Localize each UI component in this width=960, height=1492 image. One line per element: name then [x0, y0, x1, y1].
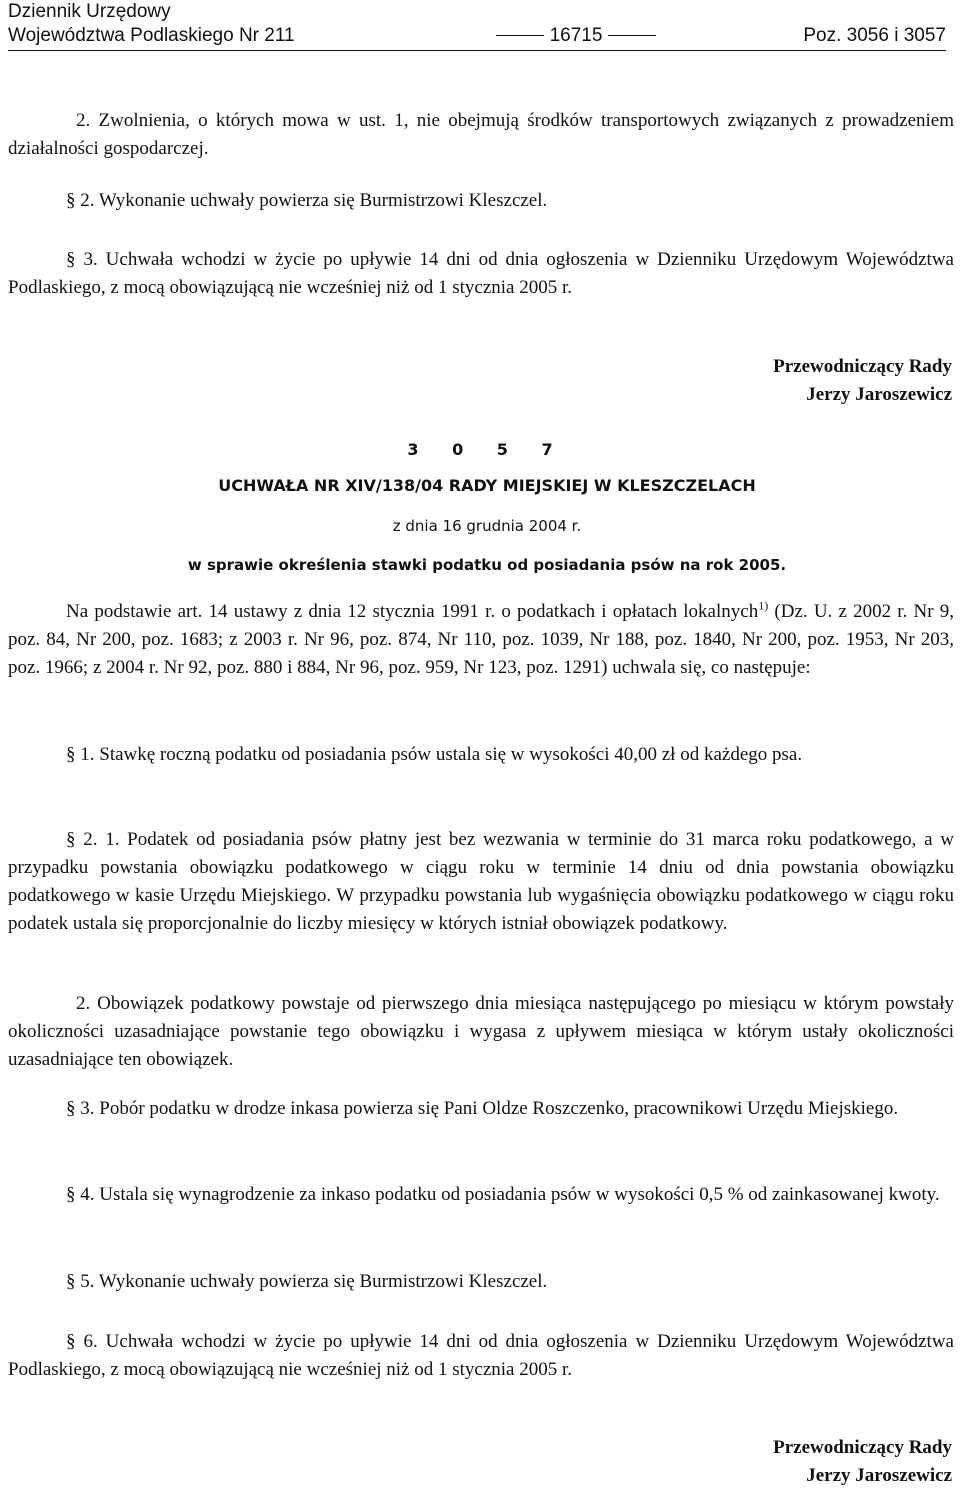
- journal-volume: Województwa Podlaskiego Nr 211: [8, 25, 295, 46]
- page-number-block: [476, 24, 676, 48]
- section-4: § 4. Ustala się wynagrodzenie za inkaso podatku od posiadania psów w wysokości 0,5 % od zainkasowanej kwoty.: [66, 1184, 940, 1205]
- position-reference: Poz. 3056 i 3057: [803, 25, 946, 46]
- section-1: § 1. Stawkę roczną podatku od posiadania psów ustala się w wysokości 40,00 zł od każdego psa.: [66, 744, 803, 765]
- prev-paragraph-2: § 2. Wykonanie uchwały powierza się Burmistrzowi Kleszczel.: [66, 190, 548, 211]
- prev-signature: [773, 353, 952, 409]
- prev-paragraph-1: 2. Zwolnienia, o których mowa w ust. 1, nie obejmują środków transportowych związanych z prowadzeniem działalności gospodarczej.: [8, 110, 954, 159]
- dash-left: [496, 35, 544, 36]
- page-number: 16715: [549, 25, 603, 46]
- preamble: [8, 598, 954, 682]
- header-rule: [8, 50, 946, 51]
- section-6: § 6. Uchwała wchodzi w życie po upływie 14 dni od dnia ogłoszenia w Dzienniku Urzędowym Województwa Podlaskiego, z mocą obowiązującą nie wcześniej niż od 1 stycznia 2005 r.: [8, 1331, 954, 1380]
- page-header: [8, 0, 946, 48]
- prev-signer-name: Jerzy Jaroszewicz: [806, 384, 952, 405]
- act-date: z dnia 16 grudnia 2004 r.: [392, 517, 582, 535]
- dash-right: [608, 35, 656, 36]
- act-title: UCHWAŁA NR XIV/138/04 RADY MIEJSKIEJ W KLESZCZELACH: [218, 476, 756, 495]
- prev-signer-title: Przewodniczący Rady: [773, 356, 952, 377]
- section-5: § 5. Wykonanie uchwały powierza się Burmistrzowi Kleszczel.: [66, 1271, 548, 1292]
- preamble-text: Na podstawie art. 14 ustawy z dnia 12 stycznia 1991 r. o podatkach i opłatach lokalnych: [66, 601, 759, 622]
- signer-name: Jerzy Jaroszewicz: [806, 1465, 952, 1486]
- section-2-paragraph-1: § 2. 1. Podatek od posiadania psów płatny jest bez wezwania w terminie do 31 marca roku podatkowego, a w przypadku powstania obowiązku podatkowego w ciągu roku w terminie 14 dniu od dnia powstania obowiązku podatkowego w kasie Urzędu Miejskiego. W przypadku powstania lub wygaśnięcia obowiązku podatkowego w ciągu roku podatek ustala się proporcjonalnie do liczby miesięcy w których istniał obowiązek podatkowy.: [8, 829, 954, 934]
- footnote-ref: 1): [758, 598, 769, 613]
- section-3: § 3. Pobór podatku w drodze inkasa powierza się Pani Oldze Roszczenko, pracownikowi Urzędu Miejskiego.: [66, 1098, 899, 1119]
- journal-title: Dziennik Urzędowy: [8, 1, 171, 22]
- prev-paragraph-3: § 3. Uchwała wchodzi w życie po upływie 14 dni od dnia ogłoszenia w Dzienniku Urzędowym Województwa Podlaskiego, z mocą obowiązującą nie wcześniej niż od 1 stycznia 2005 r.: [8, 249, 954, 298]
- section-2-paragraph-2: 2. Obowiązek podatkowy powstaje od pierwszego dnia miesiąca następującego po miesiącu w którym powstały okoliczności uzasadniające powstanie tego obowiązku i wygasa z upływem miesiąca w którym ustały okoliczności uzasadniające ten obowiązek.: [8, 993, 954, 1070]
- act-number: 3 0 5 7: [407, 440, 567, 459]
- act-subject: w sprawie określenia stawki podatku od posiadania psów na rok 2005.: [187, 556, 787, 574]
- signer-title: Przewodniczący Rady: [773, 1437, 952, 1458]
- signature: [773, 1434, 952, 1490]
- preamble-legal-basis: (Dz. U. z 2002 r. Nr 9, poz. 84, Nr 200, poz. 1683; z 2003 r. Nr 96, poz. 874, Nr 110, poz. 1039, Nr 188, poz. 1840, Nr 200, poz. 1953, Nr 203, poz. 1966; z 2004 r. Nr 92, poz. 880 i 884, Nr 96, poz. 959, Nr 123, poz. 1291) uchwala się, co następuje:: [8, 601, 955, 678]
